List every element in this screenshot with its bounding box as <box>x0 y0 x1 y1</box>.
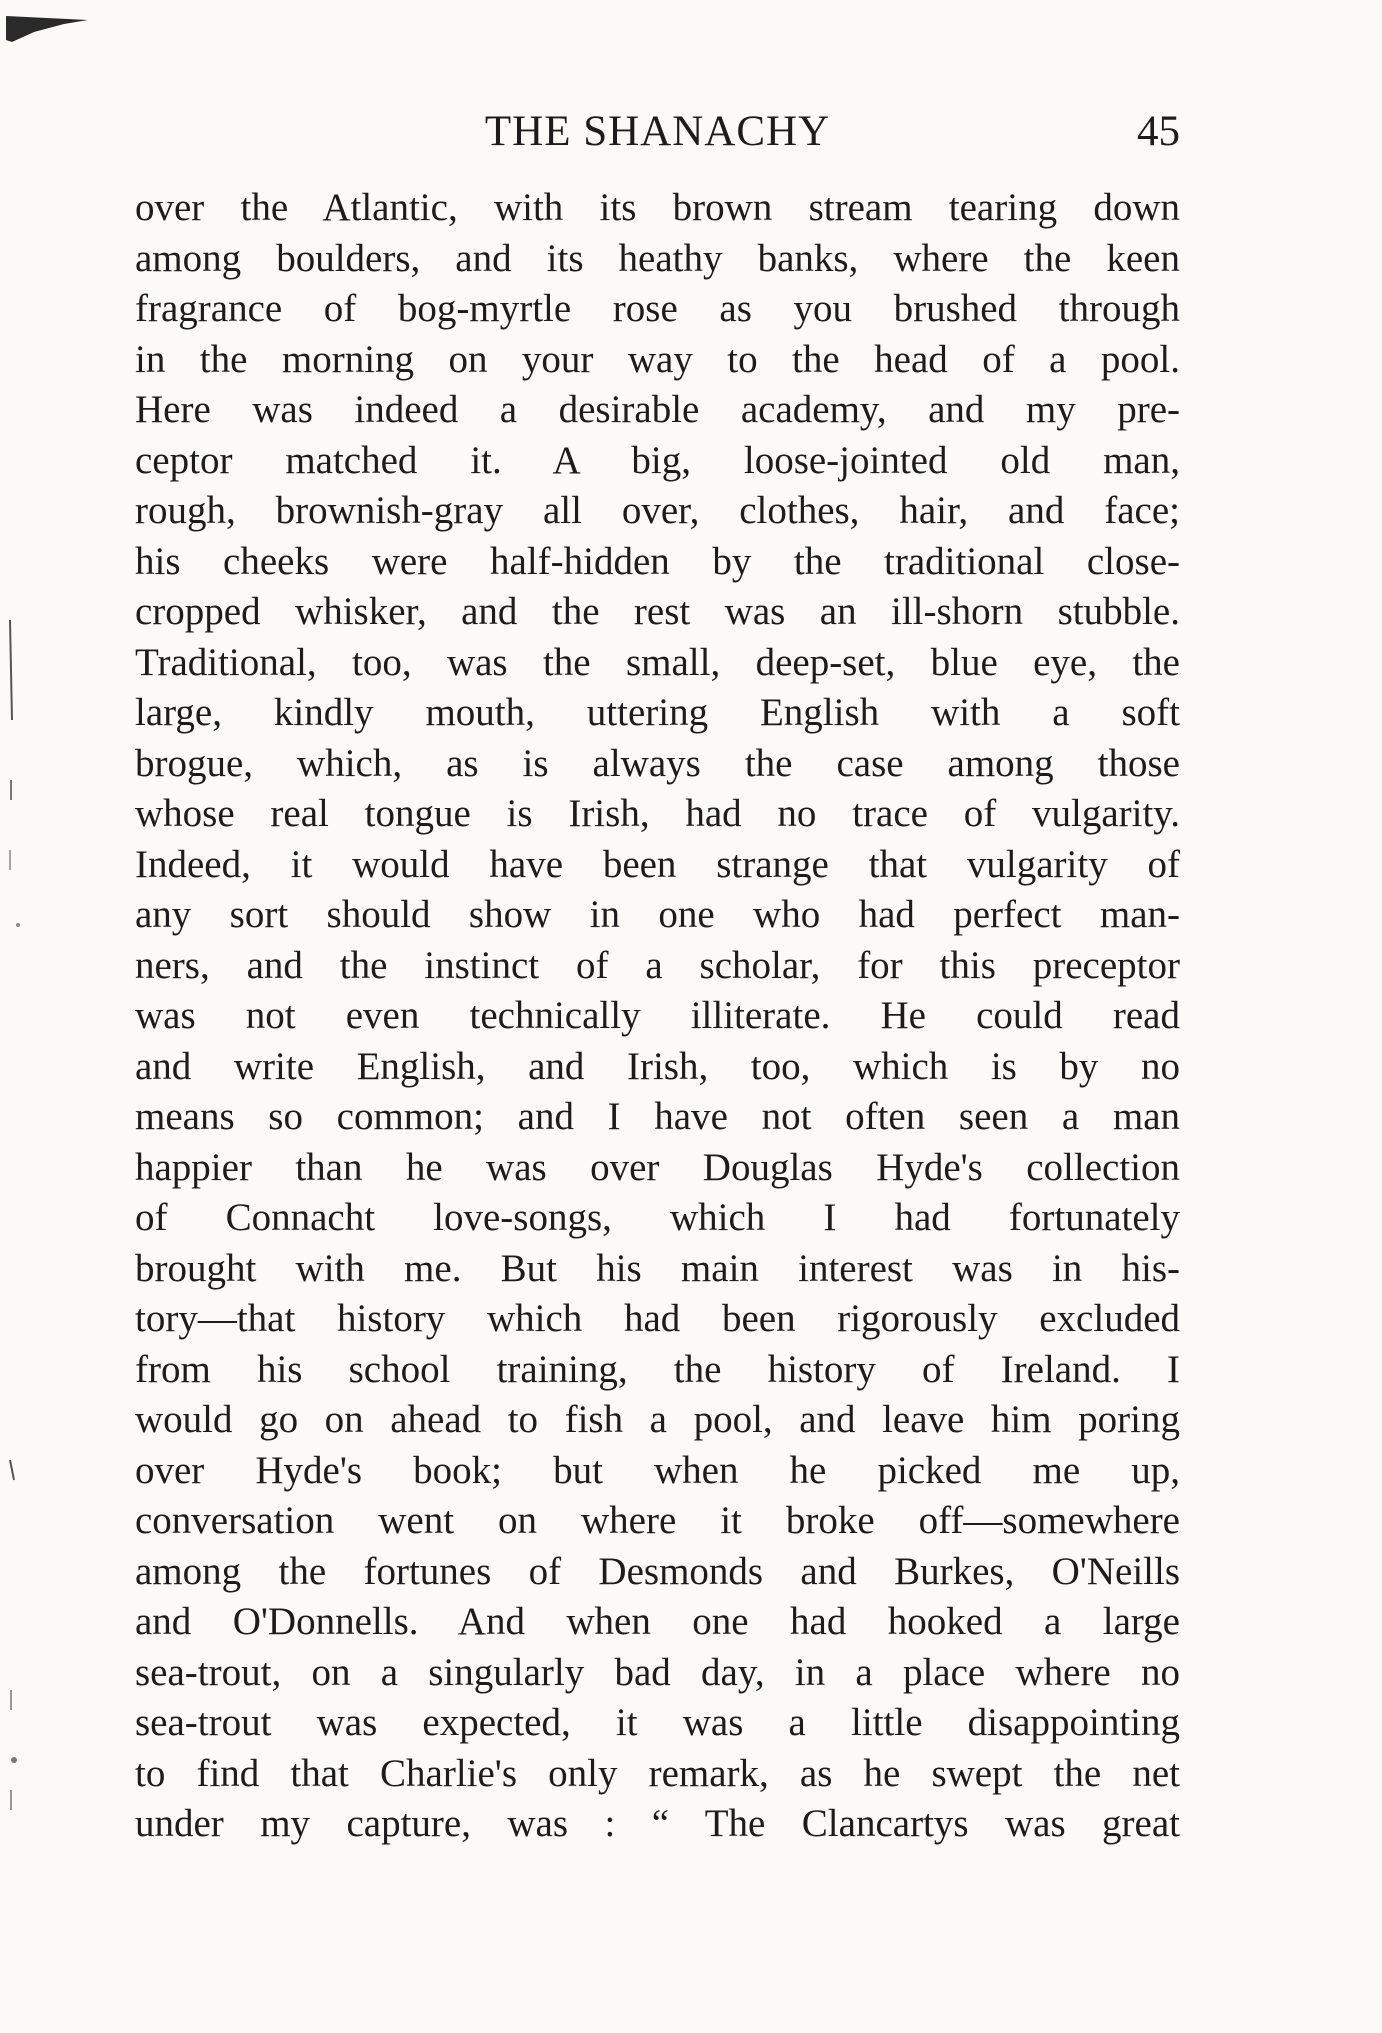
text-line: over the Atlantic, with its brown stream tearing down <box>135 186 1180 229</box>
text-line: Indeed, it would have been strange that vulgarity of <box>135 842 1180 886</box>
page-number: 45 <box>1137 108 1180 155</box>
text-line: among the fortunes of Desmonds and Burkes, O'Neills <box>135 1549 1180 1593</box>
text-line: rough, brownish-gray all over, clothes, hair, and face; <box>135 489 1180 532</box>
text-line: any sort should show in one who had perfect man- <box>135 893 1180 936</box>
text-line: Here was indeed a desirable academy, and my pre- <box>135 388 1180 431</box>
text-line: tory—that history which had been rigorously excluded <box>135 1297 1180 1340</box>
text-line: whose real tongue is Irish, had no trace of vulgarity. <box>135 792 1180 835</box>
text-line: brogue, which, as is always the case among those <box>135 741 1180 785</box>
scan-corner-mark <box>4 10 94 44</box>
text-line: over Hyde's book; but when he picked me up, <box>135 1448 1180 1492</box>
text-line: brought with me. But his main interest was in his- <box>135 1246 1180 1290</box>
text-line: would go on ahead to fish a pool, and leave him poring <box>135 1398 1180 1441</box>
text-line: in the morning on your way to the head of a pool. <box>135 337 1180 381</box>
scan-margin-marks <box>0 600 60 2020</box>
text-line: of Connacht love-songs, which I had fortunately <box>135 1196 1180 1239</box>
text-line: large, kindly mouth, uttering English with a soft <box>135 691 1180 734</box>
text-line: ners, and the instinct of a scholar, for this preceptor <box>135 943 1180 987</box>
text-line: among boulders, and its heathy banks, where the keen <box>135 236 1180 280</box>
text-line: cropped whisker, and the rest was an ill-shorn stubble. <box>135 590 1180 633</box>
text-line: ceptor matched it. A big, loose-jointed old man, <box>135 438 1180 482</box>
text-line: to find that Charlie's only remark, as he swept the net <box>135 1751 1180 1795</box>
text-line: under my capture, was : “ The Clancartys was great <box>135 1802 1180 1845</box>
text-line: sea-trout was expected, it was a little disappointing <box>135 1701 1180 1744</box>
page-header <box>135 104 1180 164</box>
text-line: fragrance of bog-myrtle rose as you brushed through <box>135 287 1180 330</box>
text-line: conversation went on where it broke off—somewhere <box>135 1499 1180 1542</box>
body-text <box>135 183 1180 1850</box>
text-line: from his school training, the history of Ireland. I <box>135 1347 1180 1391</box>
text-line: and write English, and Irish, too, which is by no <box>135 1044 1180 1088</box>
running-title: THE SHANACHY <box>484 108 831 155</box>
text-line: happier than he was over Douglas Hyde's collection <box>135 1145 1180 1189</box>
text-line: sea-trout, on a singularly bad day, in a place where no <box>135 1650 1180 1694</box>
text-line: Traditional, too, was the small, deep-set, blue eye, the <box>135 640 1180 684</box>
text-line: means so common; and I have not often seen a man <box>135 1095 1180 1138</box>
text-line: was not even technically illiterate. He could read <box>135 994 1180 1037</box>
text-line: his cheeks were half-hidden by the traditional close- <box>135 539 1180 583</box>
text-line: and O'Donnells. And when one had hooked a large <box>135 1600 1180 1643</box>
